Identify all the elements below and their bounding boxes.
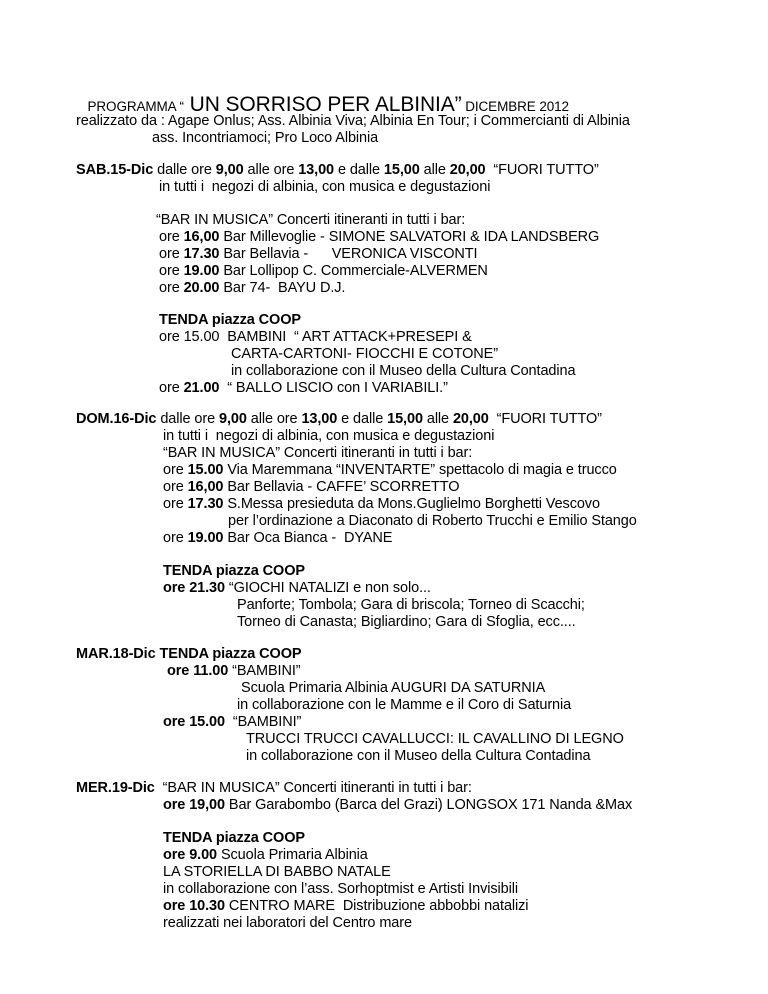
mar-day: MAR.18-Dic bbox=[76, 646, 156, 662]
credits-line-1: realizzato da : Agape Onlus; Ass. Albinia Viva; Albinia En Tour; i Commercianti di Albinia bbox=[76, 113, 630, 129]
sab-tenda-line-1: ore 15.00 BAMBINI “ ART ATTACK+PRESEPI & bbox=[159, 329, 472, 345]
mar-a-line-1: ore 11.00 “BAMBINI” bbox=[167, 663, 301, 679]
mer-s-line-1: ore 9.00 Scuola Primaria Albinia bbox=[163, 847, 368, 863]
mar-b-line-2: TRUCCI TRUCCI CAVALLUCCI: IL CAVALLINO DI LEGNO bbox=[246, 731, 624, 747]
dom-bar-3b: per l’ordinazione a Diaconato di Roberto Trucchi e Emilio Stango bbox=[228, 513, 637, 529]
dom-bar-3: ore 17.30 S.Messa presieduta da Mons.Guglielmo Borghetti Vescovo bbox=[163, 496, 600, 512]
mar-a-line-2: Scuola Primaria Albinia AUGURI DA SATURNIA bbox=[241, 680, 546, 696]
mer-c-line-2: realizzati nei laboratori del Centro mare bbox=[163, 915, 412, 931]
mar-b-line-3: in collaborazione con il Museo della Cultura Contadina bbox=[246, 748, 591, 764]
sab-bar-2: ore 17.30 Bar Bellavia - VERONICA VISCONTI bbox=[159, 246, 478, 262]
mer-s-line-2: LA STORIELLA DI BABBO NATALE bbox=[163, 864, 391, 880]
dom-giochi-line-2: Panforte; Tombola; Gara di briscola; Torneo di Scacchi; bbox=[237, 597, 585, 613]
sab-tenda-line-3: in collaborazione con il Museo della Cultura Contadina bbox=[231, 363, 576, 379]
sab-line-1: SAB.15-Dic dalle ore 9,00 alle ore 13,00 e dalle 15,00 alle 20,00 “FUORI TUTTO” bbox=[76, 162, 599, 178]
dom-bar-1: ore 15.00 Via Maremmana “INVENTARTE” spettacolo di magia e trucco bbox=[163, 462, 617, 478]
sab-tenda: TENDA piazza COOP bbox=[159, 312, 301, 328]
dom-day: DOM.16-Dic bbox=[76, 411, 157, 427]
dom-line-1: DOM.16-Dic dalle ore 9,00 alle ore 13,00 e dalle 15,00 alle 20,00 “FUORI TUTTO” bbox=[76, 411, 602, 427]
title-prefix: PROGRAMMA “ bbox=[87, 99, 184, 114]
dom-bar-4: ore 19.00 Bar Oca Bianca - DYANE bbox=[163, 530, 393, 546]
dom-bar-title: “BAR IN MUSICA” Concerti itineranti in tutti i bar: bbox=[163, 445, 473, 461]
sab-day: SAB.15-Dic bbox=[76, 162, 154, 178]
dom-tenda: TENDA piazza COOP bbox=[163, 563, 305, 579]
sab-bar-4: ore 20.00 Bar 74- BAYU D.J. bbox=[159, 280, 346, 296]
dom-giochi-line-1: ore 21.30 “GIOCHI NATALIZI e non solo... bbox=[163, 580, 431, 596]
mar-line-1: MAR.18-Dic TENDA piazza COOP bbox=[76, 646, 302, 662]
dom-bar-2: ore 16,00 Bar Bellavia - CAFFE’ SCORRETTO bbox=[163, 479, 460, 495]
mer-bar-1: ore 19,00 Bar Garabombo (Barca del Grazi) LONGSOX 171 Nanda &Max bbox=[163, 797, 633, 813]
mer-s-line-3: in collaborazione con l’ass. Sorhoptmist e Artisti Invisibili bbox=[163, 881, 518, 897]
mar-a-line-3: in collaborazione con le Mamme e il Coro di Saturnia bbox=[237, 697, 572, 713]
dom-line-2: in tutti i negozi di albinia, con musica e degustazioni bbox=[163, 428, 495, 444]
dom-giochi-line-3: Torneo di Canasta; Bigliardino; Gara di Sfoglia, ecc.... bbox=[237, 614, 576, 630]
mer-day: MER.19-Dic bbox=[76, 780, 155, 796]
sab-tenda-line-4: ore 21.00 “ BALLO LISCIO con I VARIABILI.” bbox=[159, 380, 448, 396]
mer-tenda: TENDA piazza COOP bbox=[163, 830, 305, 846]
sab-bar-1: ore 16,00 Bar Millevoglie - SIMONE SALVATORI & IDA LANDSBERG bbox=[159, 229, 600, 245]
mar-b-line-1: ore 15.00 “BAMBINI” bbox=[163, 714, 302, 730]
sab-tenda-line-2: CARTA-CARTONI- FIOCCHI E COTONE” bbox=[231, 346, 498, 362]
mer-line-1: MER.19-Dic “BAR IN MUSICA” Concerti itineranti in tutti i bar: bbox=[76, 780, 472, 796]
sab-line-2: in tutti i negozi di albinia, con musica e degustazioni bbox=[159, 179, 491, 195]
mer-c-line-1: ore 10.30 CENTRO MARE Distribuzione abbobbi natalizi bbox=[163, 898, 529, 914]
title-suffix: DICEMBRE 2012 bbox=[461, 99, 569, 114]
credits-line-2: ass. Incontriamoci; Pro Loco Albinia bbox=[152, 130, 379, 146]
title-main: UN SORRISO PER ALBINIA” bbox=[183, 93, 462, 116]
sab-bar-3: ore 19.00 Bar Lollipop C. Commerciale-ALVERMEN bbox=[159, 263, 488, 279]
sab-bar-title: “BAR IN MUSICA” Concerti itineranti in tutti i bar: bbox=[156, 212, 466, 228]
